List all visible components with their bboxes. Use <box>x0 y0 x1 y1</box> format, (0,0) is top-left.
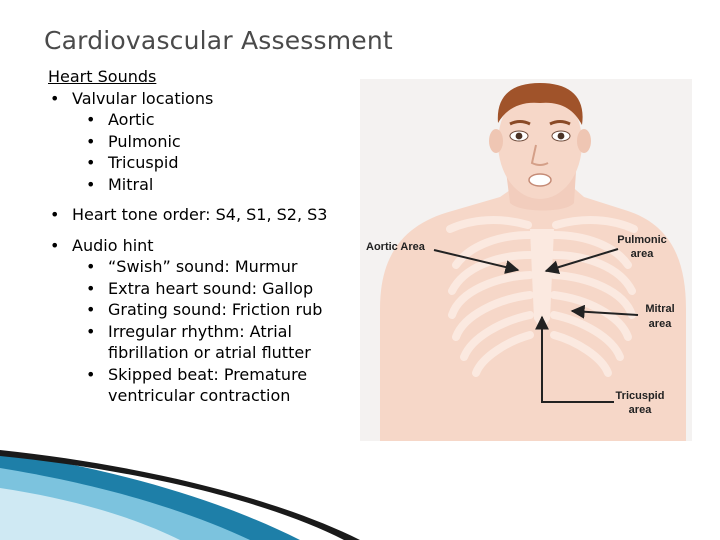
bullet-valvular-locations: • Valvular locations <box>48 88 358 110</box>
pulmonic-area-label-line1: Pulmonic <box>617 234 667 246</box>
aortic-area-label: Aortic Area <box>366 241 425 253</box>
pulmonic-area-label-line2: area <box>630 248 654 260</box>
bullet-skipped-line2: ventricular contraction <box>108 386 291 405</box>
bullet-tricuspid: • Tricuspid <box>48 152 358 174</box>
mitral-area-label-line1: Mitral <box>645 303 675 315</box>
bullet-mitral: • Mitral <box>48 174 358 196</box>
bullet-pulmonic: • Pulmonic <box>48 131 358 153</box>
bullet-irregular-line1: Irregular rhythm: Atrial <box>108 321 292 341</box>
section-heading: Heart Sounds <box>48 67 157 86</box>
bullet-grating-friction-rub: • Grating sound: Friction rub <box>48 299 358 321</box>
tricuspid-area-label-line1: Tricuspid <box>615 390 665 402</box>
bullet-swish-murmur: • “Swish” sound: Murmur <box>48 256 358 278</box>
bullet-heart-tone-order: • Heart tone order: S4, S1, S2, S3 <box>48 204 358 226</box>
mitral-area-label-line2: area <box>648 318 672 330</box>
bullet-audio-hint: • Audio hint <box>48 235 358 257</box>
bullet-irregular-line2: fibrillation or atrial flutter <box>108 343 311 362</box>
tricuspid-area-label-line2: area <box>628 404 652 416</box>
bullet-aortic: • Aortic <box>48 109 358 131</box>
slide-title: Cardiovascular Assessment <box>44 26 393 55</box>
bullet-extra-gallop: • Extra heart sound: Gallop <box>48 278 358 300</box>
bullet-skipped-line1: Skipped beat: Premature <box>108 364 308 384</box>
